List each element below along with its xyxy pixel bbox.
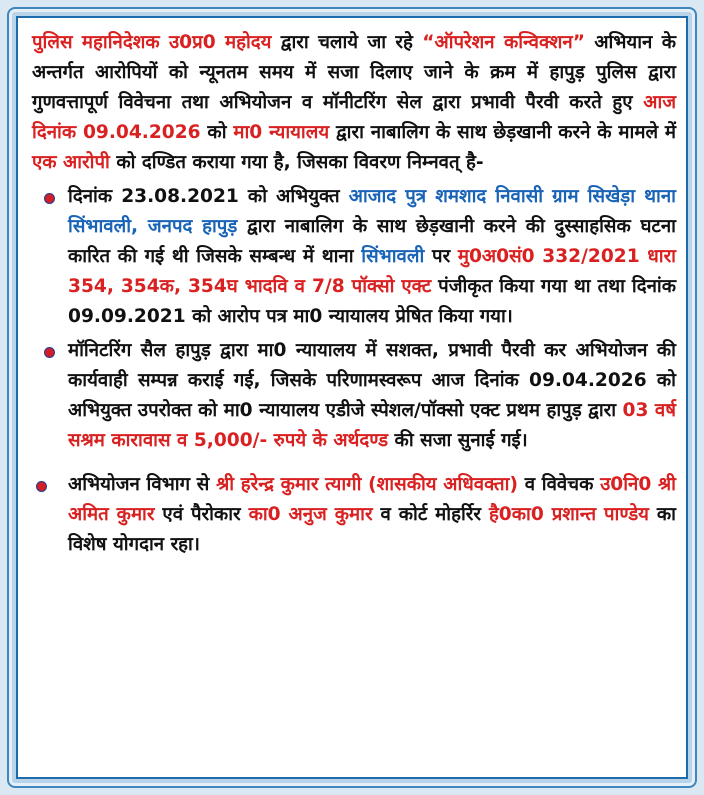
- b3-s9: का विशेष योगदान रहा।: [68, 504, 676, 555]
- intro-s2: द्वारा चलाये जा रहे: [271, 32, 423, 53]
- intro-s6: को: [200, 122, 234, 143]
- intro-paragraph: [32, 28, 676, 178]
- intro-date: आज दिनांक 09.04.2026: [32, 92, 676, 143]
- case-number: मु0अ0सं0 332/2021 धारा 354, 354क, 354घ भादवि व 7/8 पॉक्सो एक्ट: [68, 246, 676, 297]
- details-list: [32, 182, 676, 560]
- operation-name: “ऑपरेशन कन्विक्शन”: [422, 32, 585, 53]
- prosecutor-name: श्री हरेन्द्र कुमार त्यागी (शासकीय अधिवक्ता): [216, 474, 518, 495]
- intro-s4: अभियान के अन्तर्गत आरोपियों को न्यूनतम समय में सजा दिलाए जाने के क्रम में हापुड़ पुलिस द्वारा गुणवत्तापूर्ण विवेचना तथा अभियोजन व मॉनीटरिंग सेल द्वारा प्रभावी पैरवी करते हुए: [32, 32, 676, 113]
- police-station: सिंभावली: [361, 246, 425, 267]
- b1-s1: दिनांक 23.08.2021 को अभियुक्त: [68, 186, 349, 207]
- sentence: 03 वर्ष सश्रम कारावास व 5,000/- रुपये के अर्थदण्ड: [68, 400, 676, 451]
- accused-details: आजाद पुत्र शमशाद निवासी ग्राम सिखेड़ा थाना सिंभावली, जनपद हापुड़: [68, 186, 676, 237]
- intro-accused-count: एक आरोपी: [32, 152, 110, 173]
- b3-s3: व विवेचक: [517, 474, 601, 495]
- bullet-icon: [36, 481, 47, 492]
- investigator-name: उ0नि0 श्री अमित कुमार: [68, 474, 677, 525]
- bullet-icon: [44, 193, 55, 204]
- b2-s3: की सजा सुनाई गई।: [388, 430, 528, 451]
- b3-s1: अभियोजन विभाग से: [68, 474, 217, 495]
- list-item-case-details: [32, 182, 676, 332]
- b3-s7: व कोर्ट मोहर्रिर: [372, 504, 489, 525]
- b1-s7: पंजीकृत किया गया था तथा दिनांक 09.09.2021 को आरोप पत्र मा0 न्यायालय प्रेषित किया गया।: [68, 276, 676, 327]
- pairokar-name: का0 अनुज कुमार: [248, 504, 373, 525]
- intro-s8: द्वारा नाबालिग के साथ छेड़खानी करने के मामले में: [329, 122, 677, 143]
- b3-s5: एवं पैरोकार: [154, 504, 249, 525]
- b1-s3: द्वारा नाबालिग के साथ छेड़खानी करने की दुस्साहसिक घटना कारित की गई थी जिसके सम्बन्ध में थाना: [68, 216, 676, 267]
- list-item-verdict: [32, 336, 676, 456]
- intro-s10: को दण्डित कराया गया है, जिसका विवरण निम्नवत् है-: [109, 152, 484, 173]
- bullet-icon: [44, 347, 55, 358]
- b1-s5: पर: [424, 246, 458, 267]
- moharrir-name: है0का0 प्रशान्त पाण्डेय: [488, 504, 649, 525]
- intro-court: मा0 न्यायालय: [233, 122, 330, 143]
- intro-s1: पुलिस महानिदेशक उ0प्र0 महोदय: [32, 32, 272, 53]
- press-note-panel: [16, 16, 688, 779]
- list-item-contributors: [32, 470, 676, 560]
- b2-s1: मॉनिटरिंग सैल हापुड़ द्वारा मा0 न्यायालय में सशक्त, प्रभावी पैरवी कर अभियोजन की कार्यवाही सम्पन्न कराई गई, जिसके परिणामस्वरूप आज दिनांक 09.04.2026 को अभियुक्त उपरोक्त को मा0 न्यायालय एडीजे स्पेशल/पॉक्सो एक्ट प्रथम हापुड़ द्वारा: [68, 340, 676, 421]
